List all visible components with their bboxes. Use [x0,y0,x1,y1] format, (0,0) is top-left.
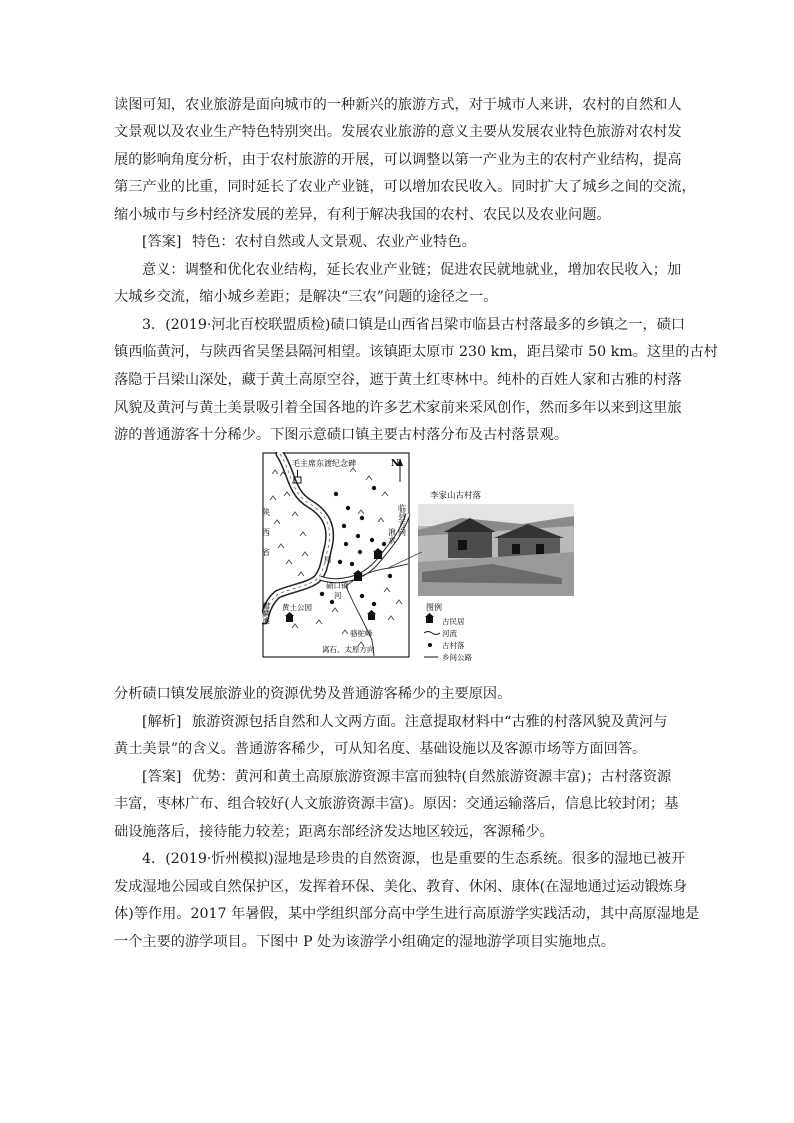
text-line: 风貌及黄河与黄土美景吸引着全国各地的许多艺术家前来采风创作，然而多年以来到这里旅 [114,400,682,416]
analysis-tag: [解析] [142,714,182,730]
legend-house-icon [425,613,434,623]
answer-text: 优势：黄河和黄土高原旅游资源丰富而独特(自然旅游资源丰富)；古村落资源 [191,769,672,785]
legend-item: 乡间公路 [442,653,472,662]
legend-river-icon [424,632,440,635]
analysis-line [142,711,667,733]
text-line: 大城乡交流，缩小城乡差距；是解决“三农”问题的途径之一。 [114,289,498,305]
answer-tag: [答案] [142,234,182,250]
answer-text: 特色：农村自然或人文景观、农业产业特色。 [191,234,476,250]
legend-item: 古村落 [442,641,465,650]
text-line: 发成湿地公园或自然保护区，发挥着环保、美化、教育、休闲、康体(在湿地通过运动锻炼身 [114,879,688,895]
answer-line [142,231,476,253]
text-line: 黄土美景”的含义。普通游客稀少，可从知名度、基础设施以及客源市场等方面回答。 [114,741,647,757]
text-line: 展的影响角度分析，由于农村旅游的开展，可以调整以第一产业为主的农村产业结构，提高 [114,152,682,168]
answer-line [142,766,671,788]
qiushui-label: 湫水 [387,528,397,544]
analysis-text: 旅游资源包括自然和人文两方面。注意提取材料中“古雅的村落风貌及黄河与 [191,714,668,730]
legend-item: 古民居 [442,617,465,626]
text-line: 丰富，枣林广布、组合较好(人文旅游资源丰富)。原因：交通运输落后，信息比较封闭；基 [114,796,679,812]
text-line: 第三产业的比重，同时延长了农业产业链，可以增加农民收入。同时扩大了城乡之间的交流， [114,179,696,195]
text-line: 体)等作用。2017 年暑假，某中学组织部分高中学生进行高原游学实践活动，其中高原湿地是 [114,906,700,922]
north-label: N [391,459,400,469]
text-line: 文景观以及农业生产特色特别突出。发展农业旅游的意义主要从发展农业特色旅游对农村发 [114,124,682,140]
question-line: 3．(2019·河北百校联盟质检)碛口镇是山西省吕梁市临县古村落最多的乡镇之一，碛口 [142,317,686,333]
text-line: 一个主要的游学项目。下图中 P 处为该游学小组确定的湿地游学项目实施地点。 [114,934,615,950]
text-line: 意义：调整和优化农业结构，延长农业产业链；促进农民就地就业，增加农民收入；加 [142,262,682,278]
linxian-dir-label: 临县方向 [397,504,407,536]
qilin-label: 麒麟滩 [262,602,271,625]
map-svg [262,452,650,664]
text-line: 础设施落后，接待能力较差；距离东部经济发达地区较远，客源稀少。 [114,824,554,840]
legend-item: 河流 [442,629,457,638]
question-line: 4．(2019·忻州模拟)湿地是珍贵的自然资源，也是重要的生态系统。很多的湿地已被开 [142,851,686,867]
bottom-dir-label: 离石、太原方向 [322,645,375,654]
question-prompt: 分析碛口镇发展旅游业的资源优势及普通游客稀少的主要原因。 [114,686,512,702]
qikou-label: 碛口镇 [326,581,349,590]
memorial-label: 毛主席东渡纪念碑 [292,459,356,468]
shaanxi-label: 陕西省 [262,508,271,568]
text-line: 游的普通游客十分稀少。下图示意碛口镇主要古村落分布及古村落景观。 [114,427,569,443]
text-line: 落隐于吕梁山深处，藏于黄土高原空谷，遮于黄土红枣林中。纯朴的百姓人家和古雅的村落 [114,372,682,388]
figure-map [262,452,650,664]
river-he-label: 河 [324,555,332,564]
huangtu-park-label: 黄土公园 [282,603,312,612]
luotuo-label: 骆驼峰 [350,629,373,638]
village-photo [418,504,574,596]
map-frame [263,453,409,657]
legend-village-icon [428,643,432,647]
legend-title: 图例 [426,603,442,612]
photo-title: 李家山古村落 [430,491,482,501]
text-line: 读图可知，农业旅游是面向城市的一种新兴的旅游方式，对于城市人来讲，农村的自然和人 [114,97,682,113]
answer-tag: [答案] [142,769,182,785]
river-he2-label: 河 [334,591,342,600]
text-line: 缩小城市与乡村经济发展的差异，有利于解决我国的农村、农民以及农业问题。 [114,207,611,223]
text-line: 镇西临黄河，与陕西省吴堡县隔河相望。该镇距太原市 230 km，距吕梁市 50 km。这里的古村 [114,344,718,360]
